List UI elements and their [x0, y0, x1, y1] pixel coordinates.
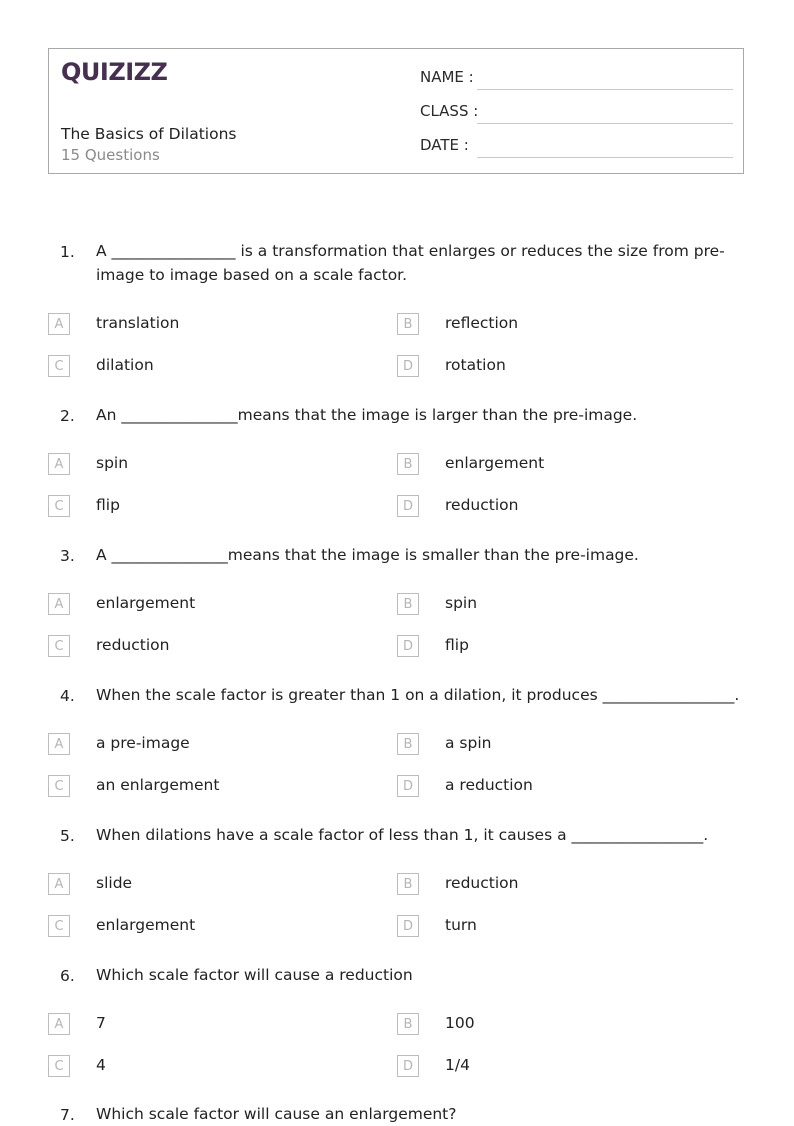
question-number: 7. — [60, 1106, 75, 1124]
option-letter-box: C — [48, 915, 70, 937]
question-number: 6. — [60, 967, 75, 985]
option-text: reduction — [96, 636, 170, 654]
class-line[interactable] — [477, 123, 733, 124]
question-text: Which scale factor will cause an enlargement? — [96, 1105, 457, 1123]
quizizz-logo: QUIZIZZ — [61, 58, 168, 86]
date-label: DATE : — [420, 136, 469, 154]
option-letter-box: A — [48, 873, 70, 895]
question-text: Which scale factor will cause a reduction — [96, 966, 413, 984]
option-letter-box: D — [397, 495, 419, 517]
date-field — [420, 136, 733, 158]
option-letter-box: B — [397, 1013, 419, 1035]
option-text: rotation — [445, 356, 506, 374]
option-letter-box: C — [48, 775, 70, 797]
option-letter-box: A — [48, 1013, 70, 1035]
option-text: a spin — [445, 734, 492, 752]
name-field — [420, 68, 733, 90]
option-text: a reduction — [445, 776, 533, 794]
option-letter-box: D — [397, 355, 419, 377]
question-number: 4. — [60, 687, 75, 705]
option-letter-box: D — [397, 635, 419, 657]
option-letter-box: A — [48, 453, 70, 475]
question-text: A _______________means that the image is smaller than the pre-image. — [96, 546, 639, 564]
option-text: reduction — [445, 874, 519, 892]
option-text: slide — [96, 874, 133, 892]
option-text: reflection — [445, 314, 519, 332]
option-letter-box: C — [48, 495, 70, 517]
option-text: dilation — [96, 356, 154, 374]
option-letter-box: B — [397, 313, 419, 335]
name-label: NAME : — [420, 68, 474, 86]
option-text: flip — [96, 496, 120, 514]
question-text: When dilations have a scale factor of less than 1, it causes a _________________. — [96, 826, 709, 844]
option-letter-box: C — [48, 635, 70, 657]
question-number: 2. — [60, 407, 75, 425]
question-number: 5. — [60, 827, 75, 845]
option-text: flip — [445, 636, 469, 654]
question-text: A ________________ is a transformation that enlarges or reduces the size from pre-image to image based on a scale factor. — [96, 242, 725, 284]
option-letter-box: D — [397, 915, 419, 937]
question-number: 1. — [60, 243, 75, 261]
option-text: 1/4 — [445, 1056, 470, 1074]
option-letter-box: C — [48, 355, 70, 377]
option-text: reduction — [445, 496, 519, 514]
option-text: enlargement — [96, 916, 196, 934]
option-letter-box: D — [397, 1055, 419, 1077]
option-text: enlargement — [96, 594, 196, 612]
worksheet-title: The Basics of Dilations — [61, 125, 237, 143]
option-letter-box: A — [48, 733, 70, 755]
option-text: spin — [96, 454, 129, 472]
option-letter-box: A — [48, 313, 70, 335]
option-text: enlargement — [445, 454, 545, 472]
option-text: 4 — [96, 1056, 106, 1074]
option-text: spin — [445, 594, 478, 612]
option-text: an enlargement — [96, 776, 220, 794]
option-letter-box: D — [397, 775, 419, 797]
option-letter-box: C — [48, 1055, 70, 1077]
option-letter-box: A — [48, 593, 70, 615]
question-text: An _______________means that the image is larger than the pre-image. — [96, 406, 638, 424]
class-label: CLASS : — [420, 102, 479, 120]
question-text: When the scale factor is greater than 1 on a dilation, it produces _________________. — [96, 686, 740, 704]
question-count: 15 Questions — [61, 146, 160, 164]
option-letter-box: B — [397, 593, 419, 615]
option-letter-box: B — [397, 453, 419, 475]
option-text: 100 — [445, 1014, 475, 1032]
name-line[interactable] — [477, 89, 733, 90]
class-field — [420, 102, 733, 124]
option-text: translation — [96, 314, 180, 332]
option-text: a pre-image — [96, 734, 190, 752]
option-text: 7 — [96, 1014, 106, 1032]
option-letter-box: B — [397, 733, 419, 755]
question-number: 3. — [60, 547, 75, 565]
option-text: turn — [445, 916, 477, 934]
worksheet-header — [48, 48, 744, 174]
option-letter-box: B — [397, 873, 419, 895]
date-line[interactable] — [477, 157, 733, 158]
